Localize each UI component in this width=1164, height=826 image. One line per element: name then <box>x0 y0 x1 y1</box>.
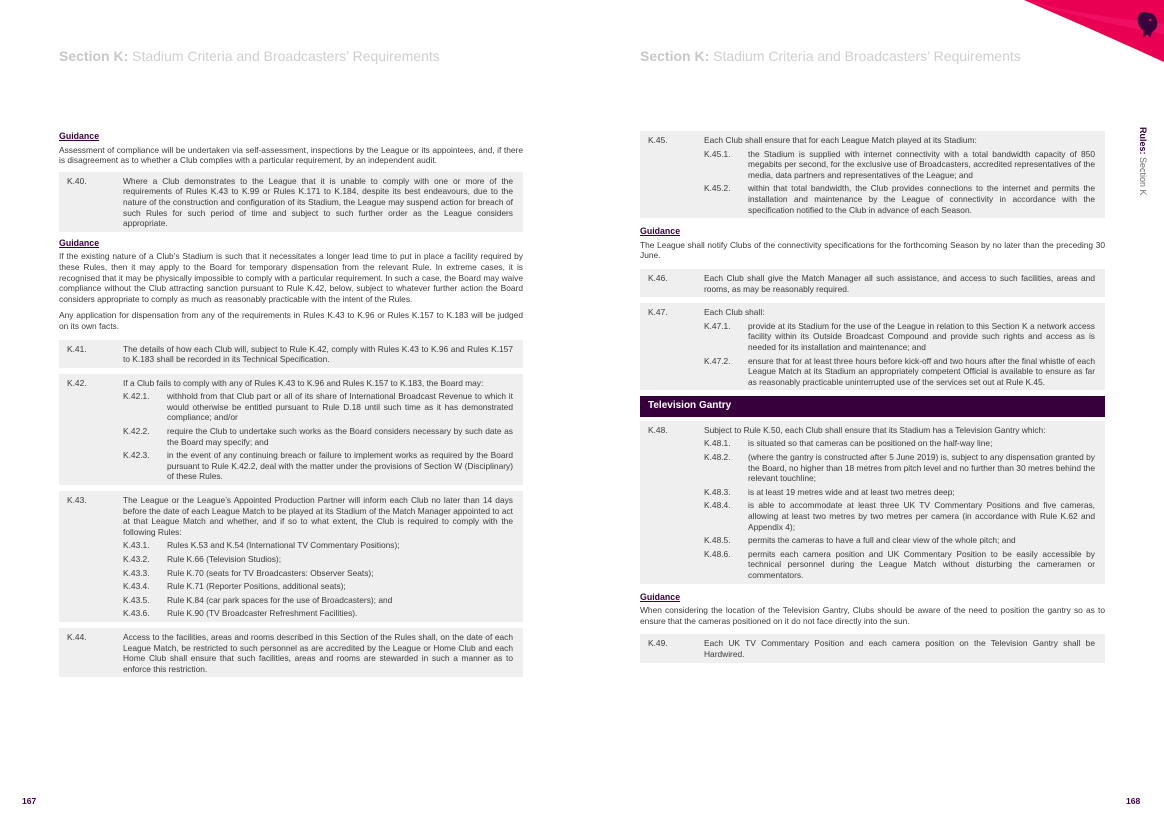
guidance-text: Any application for dispensation from any of the requirements in Rules K.43 to K.96 or Rules K.157 to K.183 will be judged on its own facts. <box>59 310 523 331</box>
side-tab-label-bold: Rules: <box>1138 127 1148 155</box>
guidance-text: If the existing nature of a Club’s Stadium is such that it necessitates a longer lead time to put in place a facility required by these Rules, then it may apply to the Board for temporary dispensation from the relevant Rule. In extreme cases, it is recognised that it may be physically impossible to comply with a particular requirement. In such a case, the Board may waive compliance without the Club attracting sanction pursuant to Rule K.42, below, subject to whatever further action the Board considers appropriate to comply as much as reasonably practicable with the intent of the Rules. <box>59 251 523 304</box>
guidance-heading: Guidance <box>640 591 681 602</box>
rule-number: K.47. <box>648 307 668 318</box>
sub-rule-number: K.42.1. <box>123 391 150 402</box>
sub-rule <box>123 581 513 592</box>
rule-text: Each Club shall ensure that for each League Match played at its Stadium: <box>704 135 977 145</box>
sub-rule-text: provide at its Stadium for the use of the League in relation to this Section K a network access facility within its Outside Broadcast Compound and provide such rights and access as is needed for its installation and maintenance; and <box>748 320 1095 352</box>
sub-rule-number: K.43.4. <box>123 581 150 592</box>
rule-text: Subject to Rule K.50, each Club shall ensure that its Stadium has a Television Gantry which: <box>704 424 1046 435</box>
sub-rule-number: K.43.6. <box>123 608 150 619</box>
sub-rule <box>704 452 1095 484</box>
sub-rule <box>704 500 1095 532</box>
rule-box-k48 <box>640 421 1105 584</box>
sub-rule-number: K.43.1. <box>123 540 150 551</box>
rule-box-k40 <box>59 172 523 232</box>
sub-rule-text: require the Club to undertake such works as the Board considers necessary by such date as the Board may specify; and <box>167 426 513 447</box>
right-page <box>582 0 1164 826</box>
rule-box-k45 <box>640 131 1105 218</box>
sub-rule-text: Rule K.66 (Television Studios); <box>167 554 282 564</box>
rule-number: K.46. <box>648 272 668 283</box>
sub-rule <box>123 554 513 565</box>
sub-rule-text: (where the gantry is constructed after 5 June 2019) is, subject to any dispensation granted by the Board, no higher than 18 metres from pitch level and no further than 30 metres behind the relevant touchline; <box>748 452 1095 484</box>
sub-rule <box>123 426 513 447</box>
rule-box-k44 <box>59 628 523 677</box>
guidance-heading: Guidance <box>59 237 100 248</box>
rule-number: K.41. <box>67 343 87 354</box>
guidance-text: The League shall notify Clubs of the connectivity specifications for the forthcoming Season by no later than the preceding 30 June. <box>640 239 1105 261</box>
sub-rule <box>123 391 513 423</box>
sub-rule <box>123 595 513 606</box>
rule-number: K.44. <box>67 631 87 642</box>
sub-rule <box>704 356 1095 388</box>
section-title-rest: Stadium Criteria and Broadcasters’ Requirements <box>128 48 440 64</box>
rule-box-k41 <box>59 340 523 368</box>
rule-text: The details of how each Club will, subject to Rule K.42, comply with Rules K.43 to K.96 and Rules K.157 to K.183 shall be recorded in its Technical Specification. <box>123 343 513 365</box>
sub-rule-text: Rule K.90 (TV Broadcaster Refreshment Facilities). <box>167 608 358 619</box>
page-number-right: 168 <box>1126 796 1141 806</box>
rule-number: K.42. <box>67 377 87 388</box>
guidance-text: When considering the location of the Television Gantry, Clubs should be aware of the need to position the gantry so as to ensure that the cameras positioned on it do not face directly into the sun. <box>640 605 1105 626</box>
sub-rule-text: permits the cameras to have a full and clear view of the whole pitch; and <box>748 535 1016 546</box>
rule-number: K.40. <box>67 175 87 186</box>
side-tab-label <box>1138 127 1148 196</box>
sub-rule <box>123 568 513 579</box>
sub-rule <box>704 321 1095 353</box>
rule-text: The League or the League’s Appointed Production Partner will inform each Club no later than 14 days before the date of each League Match to be played at its Stadium of the Match Manager appointed to act at that League Match and whether, and if so to what extent, the Club is required to comply with the following Rules: <box>123 495 513 537</box>
rule-number: K.48. <box>648 424 668 435</box>
page-number-left: 167 <box>22 796 37 806</box>
section-title-bold: Section K: <box>59 48 129 64</box>
side-tab-label-rest: Section K <box>1138 154 1148 196</box>
rule-text: Each Club shall give the Match Manager all such assistance, and access to such facilities, areas and rooms, as may be reasonably required. <box>704 272 1095 294</box>
rule-box-k49 <box>640 634 1105 662</box>
sub-rule-text: is at least 19 metres wide and at least two metres deep; <box>748 486 955 497</box>
section-title-right <box>640 48 1021 64</box>
sub-rule-number: K.48.5. <box>704 535 731 546</box>
sub-rule-number: K.47.2. <box>704 355 731 366</box>
sub-rule-number: K.42.2. <box>123 426 150 437</box>
section-title-left <box>59 48 440 64</box>
rule-box-k47 <box>640 303 1105 390</box>
sub-rule-text: is situated so that cameras can be positioned on the half-way line; <box>748 438 993 449</box>
rule-box-k46 <box>640 269 1105 297</box>
sub-rule <box>704 183 1095 215</box>
sub-rule-text: permits each camera position and UK Commentary Position to be easily accessible by technical personnel during the League Match without disturbing the cameramen or commentators. <box>748 548 1095 580</box>
section-title-bold: Section K: <box>640 48 710 64</box>
rule-box-k42 <box>59 374 523 485</box>
sub-rule-number: K.43.5. <box>123 594 150 605</box>
sub-rule-number: K.43.3. <box>123 567 150 578</box>
rule-text: Each Club shall: <box>704 307 765 318</box>
sub-rule <box>704 438 1095 449</box>
television-gantry-heading: Television Gantry <box>640 396 1105 417</box>
left-content-column <box>59 131 523 683</box>
section-title-rest: Stadium Criteria and Broadcasters’ Requirements <box>709 48 1021 64</box>
rule-number: K.45. <box>648 135 668 145</box>
right-content-column <box>640 131 1105 669</box>
sub-rule-number: K.45.1. <box>704 148 731 159</box>
sub-rule-text: Rule K.71 (Reporter Positions, additional seats); <box>167 581 346 592</box>
guidance-heading: Guidance <box>59 131 100 141</box>
sub-rule-number: K.42.3. <box>123 450 150 461</box>
sub-rule-number: K.48.1. <box>704 438 731 449</box>
sub-rule-number: K.48.6. <box>704 548 731 559</box>
guidance-text: Assessment of compliance will be undertaken via self-assessment, inspections by the League or its appointees, and, if there is disagreement as to whether a Club complies with a particular requirement, by an independent audit. <box>59 144 523 166</box>
sub-rule-text: the Stadium is supplied with internet connectivity with a total bandwidth capacity of 850 megabits per second, for the exclusive use of Broadcasters, accredited representatives of the media, data partners and representatives of the League; and <box>748 148 1095 180</box>
sub-rule-number: K.45.2. <box>704 183 731 194</box>
sub-rule <box>123 608 513 619</box>
sub-rule-text: within that total bandwidth, the Club provides connections to the internet and permits the installation and maintenance by the League of connectivity in accordance with the specification notified to the Club in advance of each Season. <box>748 183 1095 215</box>
rule-number: K.43. <box>67 495 87 506</box>
corner-brand-decoration <box>1024 0 1164 62</box>
sub-rule-text: Rule K.70 (seats for TV Broadcasters: Observer Seats); <box>167 567 374 578</box>
sub-rule <box>123 540 513 551</box>
rule-text: Where a Club demonstrates to the League that it is unable to comply with one or more of the requirements of Rules K.43 to K.99 or Rules K.171 to K.184, despite its best endeavours, due to the nature of the construction and configuration of its Stadium, the League may suspend action for breach of such Rules for such period of time and subject to such further order as the League considers appropriate. <box>123 175 513 229</box>
rule-text: Access to the facilities, areas and rooms described in this Section of the Rules shall, on the date of each League Match, be restricted to such personnel as are accredited by the League or Home Club and each Home Club shall ensure that such facilities, areas and rooms are stewarded in such a manner as to enforce this restriction. <box>123 631 513 674</box>
sub-rule <box>123 450 513 482</box>
sub-rule-number: K.48.3. <box>704 486 731 497</box>
sub-rule-text: Rules K.53 and K.54 (International TV Commentary Positions); <box>167 540 400 551</box>
sub-rule <box>704 535 1095 546</box>
sub-rule-number: K.48.2. <box>704 452 731 463</box>
rule-text: Each UK TV Commentary Position and each camera position on the Television Gantry shall be Hardwired. <box>704 638 1095 659</box>
sub-rule-text: withhold from that Club part or all of its share of International Broadcast Revenue to which it would otherwise be entitled pursuant to Rule D.18 until such time as it has demonstrated compliance; and/or <box>167 391 513 423</box>
sub-rule-text: Rule K.84 (car park spaces for the use of Broadcasters); and <box>167 594 393 605</box>
sub-rule-text: is able to accommodate at least three UK TV Commentary Positions and five cameras, allowing at least two metres by two metres per camera (in accordance with Rule K.62 and Appendix 4); <box>748 500 1095 532</box>
sub-rule <box>704 487 1095 498</box>
sub-rule-number: K.43.2. <box>123 554 150 564</box>
sub-rule <box>704 549 1095 581</box>
sub-rule-text: ensure that for at least three hours before kick-off and two hours after the final whistle of each League Match at its Stadium an appropriately competent Official is available to ensure as far as reasonably practicable uninterrupted use of the services set out at Rule K.45. <box>748 355 1095 387</box>
guidance-heading: Guidance <box>640 226 681 237</box>
rule-text: If a Club fails to comply with any of Rules K.43 to K.96 and Rules K.157 to K.183, the Board may: <box>123 377 484 388</box>
sub-rule-number: K.47.1. <box>704 320 731 331</box>
sub-rule-text: in the event of any continuing breach or failure to implement works as required by the Board pursuant to Rule K.42.2, deal with the matter under the provisions of Section W (Disciplinary) of these Rules. <box>167 450 513 482</box>
sub-rule-number: K.48.4. <box>704 500 731 511</box>
rule-number: K.49. <box>648 638 668 649</box>
rule-box-k43 <box>59 491 523 622</box>
sub-rule <box>704 149 1095 181</box>
